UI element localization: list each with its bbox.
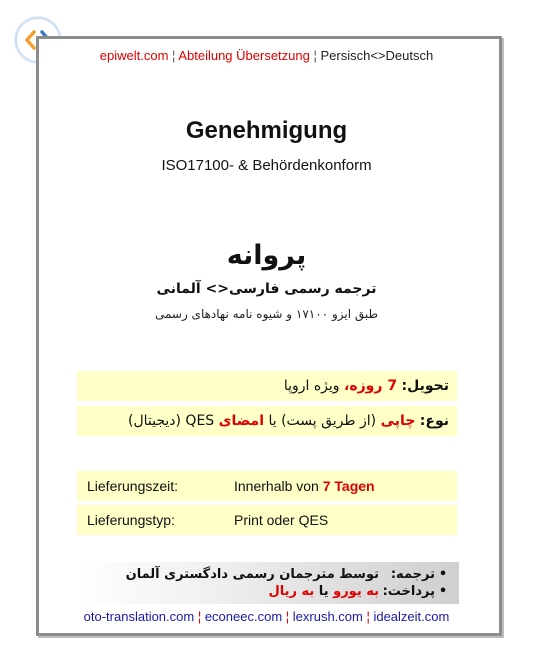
document-subtitle: ISO17100- & Behördenkonform — [161, 157, 372, 174]
note-payment-label: پرداخت: — [382, 584, 435, 599]
separator: ¦ — [168, 48, 179, 63]
persian-delivery-days: 7 روزه، — [344, 378, 398, 394]
note-payment-rial: به ریال — [268, 584, 315, 599]
note-payment-or: یا — [314, 584, 334, 599]
persian-delivery-label: تحویل: — [401, 378, 449, 394]
persian-type-print-note: (از طریق پست) یا — [264, 413, 381, 429]
note-payment-euro: به یورو — [333, 584, 379, 599]
department-link[interactable]: Abteilung Übersetzung — [178, 48, 310, 63]
separator: ¦ — [362, 609, 374, 624]
document-title: Genehmigung — [185, 117, 348, 144]
persian-type-sign: امضای — [218, 413, 264, 429]
delivery-type-row — [77, 505, 457, 535]
bullet: • — [438, 567, 448, 582]
footer-link[interactable]: lexrush.com — [292, 609, 363, 624]
footer-links — [0, 609, 533, 624]
footer-link[interactable]: oto-translation.com — [83, 609, 195, 624]
separator: ¦ — [282, 609, 293, 624]
note-translation-row — [126, 566, 451, 584]
delivery-type-value: Print oder QES — [234, 512, 329, 528]
delivery-time-row — [77, 471, 457, 501]
delivery-time-label: Lieferungszeit: — [87, 478, 179, 494]
note-translation-label: ترجمه: — [390, 567, 435, 582]
persian-delivery-row — [77, 371, 457, 401]
persian-standard-note: طبق ایزو ۱۷۱۰۰ و شیوه نامه نهادهای رسمی — [154, 307, 379, 321]
footer-link[interactable]: idealzeit.com — [373, 609, 450, 624]
note-translation-value: توسط مترجمان رسمی دادگستری آلمان — [125, 567, 379, 582]
persian-type-print: چاپی — [380, 413, 416, 429]
delivery-time-value — [234, 471, 375, 501]
delivery-type-label: Lieferungstyp: — [87, 512, 175, 528]
service-note — [77, 562, 459, 604]
separator: ¦ — [309, 48, 321, 63]
persian-title: پروانه — [226, 240, 307, 271]
footer-link[interactable]: econeec.com — [204, 609, 283, 624]
note-payment-row — [268, 583, 451, 601]
delivery-time-prefix: Innerhalb von — [234, 478, 323, 494]
header-links — [0, 48, 533, 63]
persian-type-qes: QES (دیجیتال) — [127, 413, 219, 429]
persian-subtitle: ترجمه رسمی فارسی<> آلمانی — [156, 281, 377, 297]
persian-type-label: نوع: — [419, 413, 449, 429]
language-pair: Persisch<>Deutsch — [320, 48, 434, 63]
site-link[interactable]: epiwelt.com — [99, 48, 169, 63]
persian-delivery-region: ویژه اروپا — [283, 378, 345, 394]
bullet: • — [438, 584, 448, 599]
persian-type-row — [77, 406, 457, 436]
separator: ¦ — [194, 609, 205, 624]
delivery-time-days: 7 Tagen — [322, 478, 375, 494]
